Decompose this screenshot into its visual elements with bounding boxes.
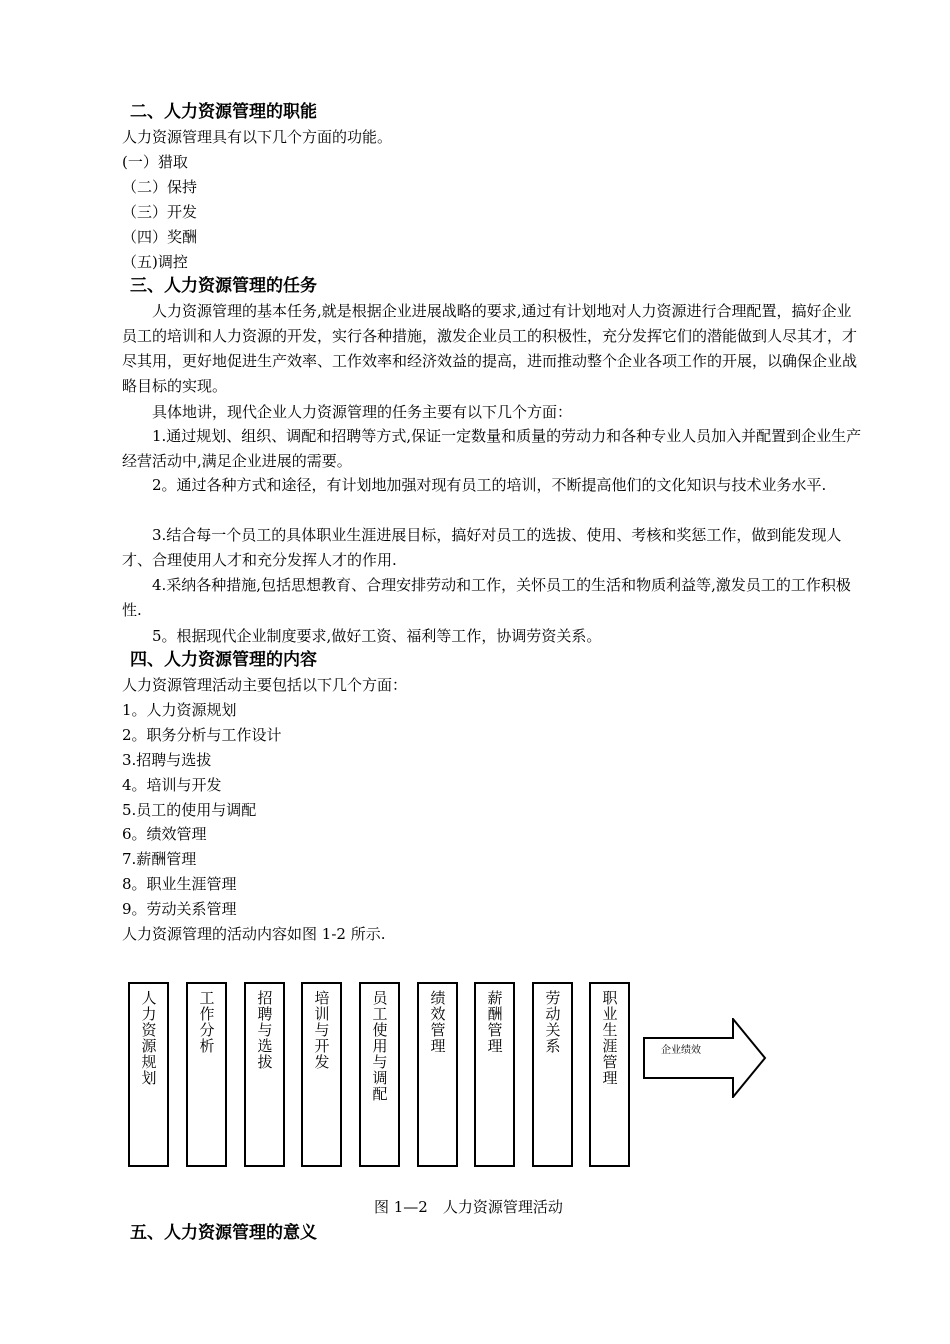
task-3: 3.结合每一个员工的具体职业生涯进展目标，搞好对员工的选拔、使用、考核和奖惩工作，做到能发现人才、合理使用人才和充分发挥人才的作用. — [122, 526, 842, 569]
content-item-7: 7.薪酬管理 — [122, 850, 197, 868]
figure-reference: 人力资源管理的活动内容如图 1-2 所示. — [122, 925, 386, 943]
activity-box-job-analysis — [186, 982, 227, 1167]
content-item-6: 6。绩效管理 — [122, 825, 207, 843]
function-item-4: （四）奖酬 — [122, 228, 198, 246]
content-item-4: 4。培训与开发 — [122, 776, 222, 794]
activity-box-label: 绩效管理 — [428, 990, 447, 1054]
section2-intro: 人力资源管理具有以下几个方面的功能。 — [122, 128, 393, 146]
activity-box-career — [589, 982, 630, 1167]
activity-box-label: 员工使用与调配 — [370, 990, 389, 1102]
activity-box-label: 薪酬管理 — [485, 990, 504, 1054]
activity-box-training — [301, 982, 342, 1167]
section5-heading: 五、人力资源管理的意义 — [130, 1223, 317, 1243]
activity-box-deployment — [359, 982, 400, 1167]
function-item-2: （二）保持 — [122, 178, 198, 196]
content-item-8: 8。职业生涯管理 — [122, 875, 237, 893]
content-item-3: 3.招聘与选拔 — [122, 751, 212, 769]
function-item-5: （五)调控 — [122, 253, 188, 271]
arrow-label: 企业绩效 — [661, 1045, 701, 1056]
activity-box-compensation — [474, 982, 515, 1167]
activity-box-planning — [128, 982, 169, 1167]
activity-box-label: 培训与开发 — [312, 990, 331, 1070]
section2-heading: 二、人力资源管理的职能 — [130, 102, 317, 122]
content-item-5: 5.员工的使用与调配 — [122, 801, 257, 819]
activity-box-performance — [417, 982, 458, 1167]
figure-caption: 图 1—2 人力资源管理活动 — [374, 1198, 563, 1216]
activity-box-label: 人力资源规划 — [139, 990, 158, 1086]
content-item-1: 1。人力资源规划 — [122, 701, 237, 719]
activity-box-label: 劳动关系 — [543, 990, 562, 1054]
section3-para1: 人力资源管理的基本任务,就是根据企业进展战略的要求,通过有计划地对人力资源进行合理配置，搞好企业员工的培训和人力资源的开发，实行各种措施，激发企业员工的积极性，充分发挥它们的潜能做到人尽其才，才尽其用，更好地促进生产效率、工作效率和经济效益的提高，进而推动整个企业各项工作的开展，以确保企业战略目标的实现。 — [122, 302, 858, 395]
task-1: 1.通过规划、组织、调配和招聘等方式,保证一定数量和质量的劳动力和各种专业人员加入并配置到企业生产经营活动中,满足企业进展的需要。 — [122, 427, 862, 470]
section3-para2: 具体地讲，现代企业人力资源管理的任务主要有以下几个方面： — [152, 403, 573, 421]
right-arrow-icon — [643, 1018, 768, 1098]
task-4: 4.采纳各种措施,包括思想教育、合理安排劳动和工作，关怀员工的生活和物质利益等,激发员工的工作积极性. — [122, 576, 851, 619]
section4-heading: 四、人力资源管理的内容 — [130, 650, 317, 670]
function-item-1: (一）猎取 — [122, 153, 188, 171]
function-item-3: （三）开发 — [122, 203, 198, 221]
content-item-9: 9。劳动关系管理 — [122, 900, 237, 918]
task-5: 5。根据现代企业制度要求,做好工资、福利等工作，协调劳资关系。 — [152, 627, 602, 645]
section3-heading: 三、人力资源管理的任务 — [130, 276, 317, 296]
section4-intro: 人力资源管理活动主要包括以下几个方面： — [122, 676, 408, 694]
activity-box-label: 招聘与选拔 — [255, 990, 274, 1070]
task-2: 2。通过各种方式和途径，有计划地加强对现有员工的培训，不断提高他们的文化知识与技术业务水平. — [152, 476, 827, 494]
activity-box-recruitment — [244, 982, 285, 1167]
activity-box-labor-relations — [532, 982, 573, 1167]
activity-diagram — [128, 982, 768, 1172]
activity-box-label: 工作分析 — [197, 990, 216, 1054]
content-item-2: 2。职务分析与工作设计 — [122, 726, 282, 744]
activity-box-label: 职业生涯管理 — [600, 990, 619, 1086]
